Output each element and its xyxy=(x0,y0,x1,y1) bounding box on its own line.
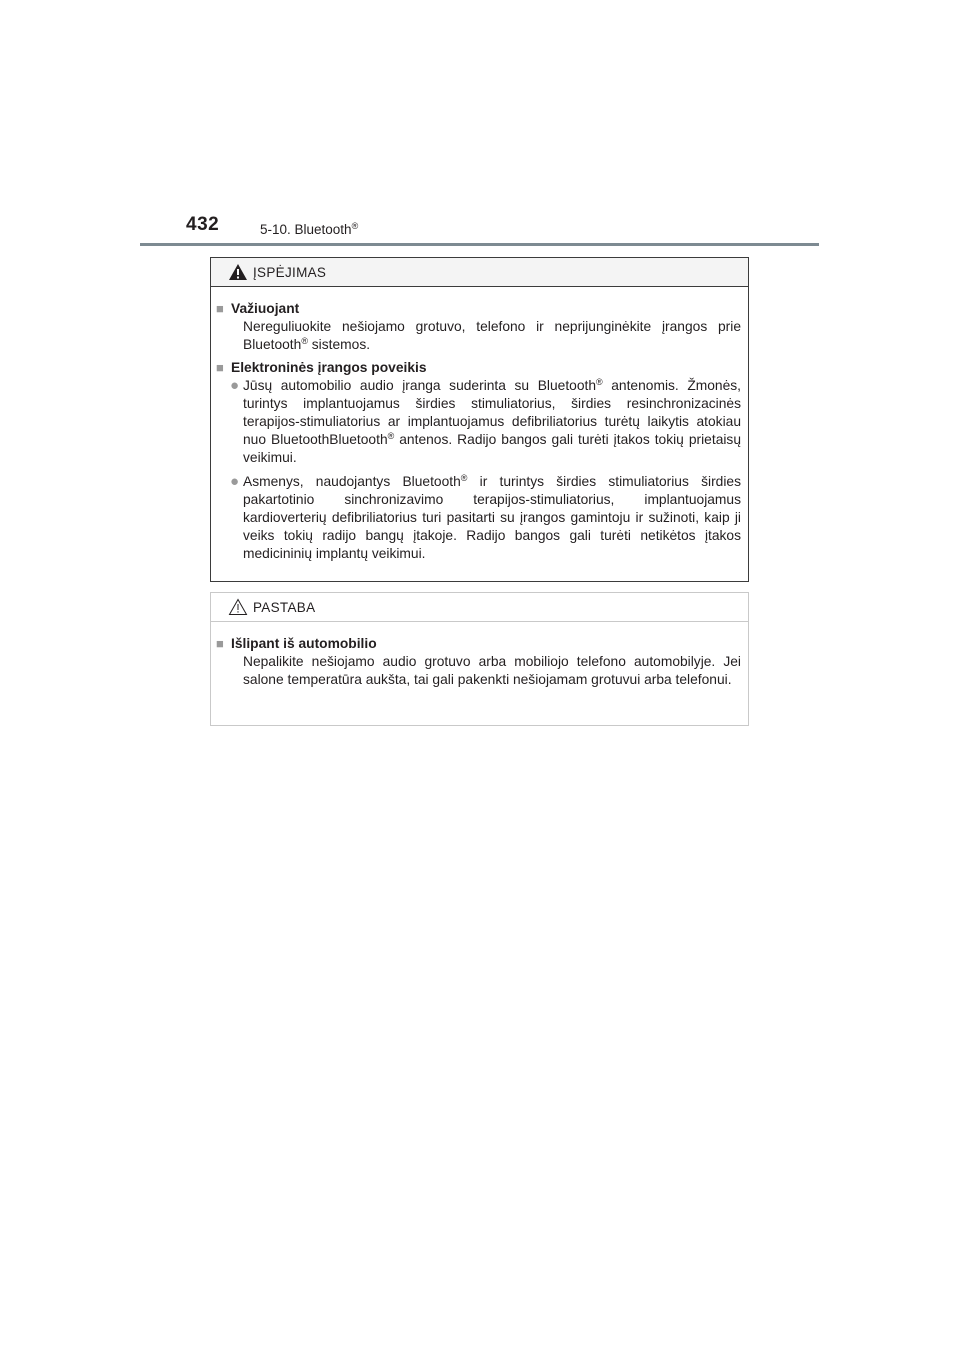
warning-heading-driving: ■ Važiuojant xyxy=(216,301,300,316)
note-header xyxy=(211,593,748,622)
warning-bullet-antennas: ● Jūsų automobilio audio įranga suderinta su Bluetooth® antenomis. Žmonės, turintys implantuojamus širdies stimuliatorius, širdies resinchronizacinės terapijos-stimuliatorius ar implantuojamus defibriliatorius turėtų laikytis atokiau nuo BluetoothBluetooth® antenos. Radijo bangos gali turėti įtakos tokių prietaisų veikimui. xyxy=(230,377,742,465)
warning-label: ĮSPĖJIMAS xyxy=(253,265,327,280)
note-label: PASTABA xyxy=(253,600,316,615)
warning-heading-electronics: ■ Elektroninės įrangos poveikis xyxy=(216,360,427,375)
dot-bullet-icon: ● xyxy=(230,473,240,490)
note-box xyxy=(210,592,749,726)
square-bullet-icon: ■ xyxy=(216,636,224,651)
square-bullet-icon: ■ xyxy=(216,360,224,375)
section-title: 5-10. Bluetooth® xyxy=(260,221,359,237)
warning-paragraph-driving: Nereguliuokite nešiojamo grotuvo, telefono ir neprijunginėkite įrangos prie Bluetooth® sistemos. xyxy=(243,319,741,352)
warning-header xyxy=(211,258,748,287)
registered-mark: ® xyxy=(351,221,359,231)
warning-bullet-implants: ● Asmenys, naudojantys Bluetooth® ir turintys širdies stimuliatorius širdies pakartotinio sinchronizavimo terapijos-stimuliatorius, implantuojamus kardioverterių defibriliatorius turi pasitarti su įrangos gamintoju ir sužinoti, kaip ji veiks tokių radijo bangų įtakoje. Radijo bangos gali turėti netikėtos įtakos medicininių implantų veikimui. xyxy=(230,473,741,561)
note-paragraph-exiting: Nepalikite nešiojamo audio grotuvo arba mobiliojo telefono automobilyje. Jei salone temperatūra aukšta, tai gali pakenkti nešiojamam grotuvui arba telefonui. xyxy=(243,654,741,687)
warning-triangle-icon xyxy=(228,263,248,281)
dot-bullet-icon: ● xyxy=(230,377,240,394)
warning-box xyxy=(210,257,749,582)
page-number: 432 xyxy=(186,214,220,235)
header-rule xyxy=(140,243,819,246)
caution-outline-icon xyxy=(228,598,248,616)
square-bullet-icon: ■ xyxy=(216,301,224,316)
note-heading-exiting: ■ Išlipant iš automobilio xyxy=(216,636,377,651)
